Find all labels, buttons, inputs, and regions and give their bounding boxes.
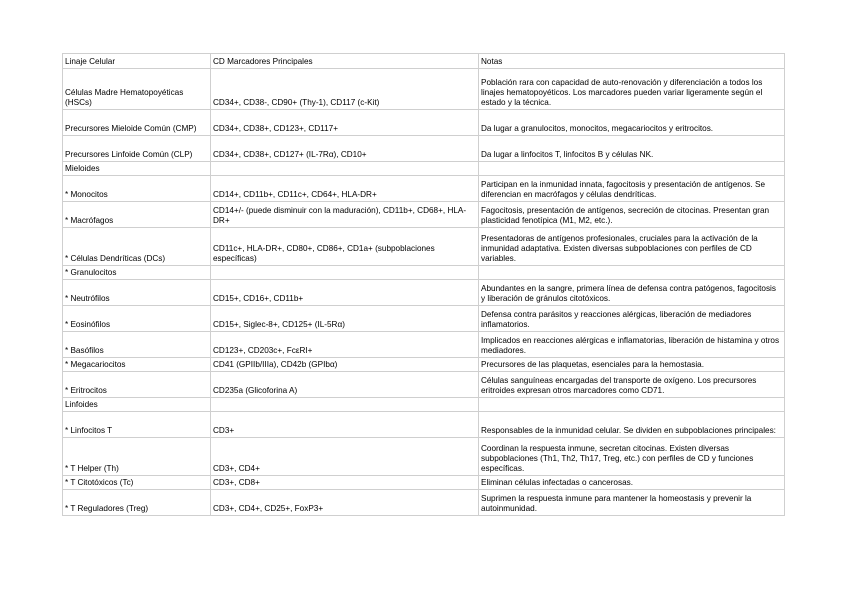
cell-lineage: * Granulocitos xyxy=(63,266,211,280)
cell-markers: CD235a (Glicoforina A) xyxy=(211,372,479,398)
cell-notes: Precursores de las plaquetas, esenciales para la hemostasia. xyxy=(479,358,785,372)
table-row xyxy=(63,136,785,162)
cell-markers: CD3+, CD8+ xyxy=(211,476,479,490)
cell-lineage: * Basófilos xyxy=(63,332,211,358)
cell-markers: CD41 (GPIIb/IIIa), CD42b (GPIbα) xyxy=(211,358,479,372)
cell-notes: Presentadoras de antígenos profesionales, cruciales para la activación de la inmunidad adaptativa. Existen diversas subpoblaciones con perfiles de CD variables. xyxy=(479,228,785,266)
table-row xyxy=(63,280,785,306)
cell-markers xyxy=(211,266,479,280)
table-row xyxy=(63,110,785,136)
cell-lineage: Células Madre Hematopoyéticas (HSCs) xyxy=(63,69,211,110)
cell-notes: Coordinan la respuesta inmune, secretan citocinas. Existen diversas subpoblaciones (Th1, Th2, Th17, Treg, etc.) con perfiles de CD y funciones específicas. xyxy=(479,438,785,476)
cell-notes: Da lugar a linfocitos T, linfocitos B y células NK. xyxy=(479,136,785,162)
cell-notes: Células sanguíneas encargadas del transporte de oxígeno. Los precursores eritroides expresan otros marcadores como CD71. xyxy=(479,372,785,398)
cell-markers: CD3+ xyxy=(211,412,479,438)
cell-notes xyxy=(479,398,785,412)
cell-notes: Responsables de la inmunidad celular. Se dividen en subpoblaciones principales: xyxy=(479,412,785,438)
table-row xyxy=(63,162,785,176)
table-row xyxy=(63,202,785,228)
cell-notes: Da lugar a granulocitos, monocitos, megacariocitos y eritrocitos. xyxy=(479,110,785,136)
cell-notes: Participan en la inmunidad innata, fagocitosis y presentación de antígenos. Se diferencian en macrófagos y células dendríticas. xyxy=(479,176,785,202)
cell-lineage: Precursores Mieloide Común (CMP) xyxy=(63,110,211,136)
cell-notes: Implicados en reacciones alérgicas e inflamatorias, liberación de histamina y otros mediadores. xyxy=(479,332,785,358)
cd-markers-table xyxy=(62,53,785,516)
cell-markers: CD123+, CD203c+, FcεRI+ xyxy=(211,332,479,358)
cell-lineage: * Megacariocitos xyxy=(63,358,211,372)
cell-markers: CD15+, Siglec-8+, CD125+ (IL-5Rα) xyxy=(211,306,479,332)
header-notes: Notas xyxy=(479,54,785,69)
table-row xyxy=(63,398,785,412)
table-row xyxy=(63,358,785,372)
cell-lineage: Linfoides xyxy=(63,398,211,412)
cell-markers: CD14+, CD11b+, CD11c+, CD64+, HLA-DR+ xyxy=(211,176,479,202)
cell-notes: Abundantes en la sangre, primera línea de defensa contra patógenos, fagocitosis y liberación de gránulos citotóxicos. xyxy=(479,280,785,306)
cell-lineage: * Macrófagos xyxy=(63,202,211,228)
cell-markers: CD3+, CD4+ xyxy=(211,438,479,476)
table-header-row xyxy=(63,54,785,69)
cell-notes xyxy=(479,266,785,280)
cell-lineage: * T Citotóxicos (Tc) xyxy=(63,476,211,490)
table-row xyxy=(63,69,785,110)
cell-notes xyxy=(479,162,785,176)
cell-lineage: Mieloides xyxy=(63,162,211,176)
table-row xyxy=(63,372,785,398)
table-row xyxy=(63,476,785,490)
cell-lineage: * Monocitos xyxy=(63,176,211,202)
cell-lineage: * T Helper (Th) xyxy=(63,438,211,476)
cell-lineage: Precursores Linfoide Común (CLP) xyxy=(63,136,211,162)
cell-markers: CD34+, CD38+, CD123+, CD117+ xyxy=(211,110,479,136)
cell-markers: CD3+, CD4+, CD25+, FoxP3+ xyxy=(211,490,479,516)
cell-lineage: * T Reguladores (Treg) xyxy=(63,490,211,516)
table-row xyxy=(63,412,785,438)
table-row xyxy=(63,266,785,280)
header-markers: CD Marcadores Principales xyxy=(211,54,479,69)
table-row xyxy=(63,306,785,332)
cell-lineage: * Eosinófilos xyxy=(63,306,211,332)
cell-lineage: * Eritrocitos xyxy=(63,372,211,398)
cell-lineage: * Células Dendríticas (DCs) xyxy=(63,228,211,266)
cell-markers xyxy=(211,162,479,176)
header-lineage: Linaje Celular xyxy=(63,54,211,69)
cell-notes: Suprimen la respuesta inmune para mantener la homeostasis y prevenir la autoinmunidad. xyxy=(479,490,785,516)
cell-notes: Población rara con capacidad de auto-renovación y diferenciación a todos los linajes hematopoyéticos. Los marcadores pueden variar ligeramente según el estado y la técnica. xyxy=(479,69,785,110)
cell-markers: CD11c+, HLA-DR+, CD80+, CD86+, CD1a+ (subpoblaciones específicas) xyxy=(211,228,479,266)
cell-markers: CD34+, CD38+, CD127+ (IL-7Rα), CD10+ xyxy=(211,136,479,162)
cell-lineage: * Linfocitos T xyxy=(63,412,211,438)
cell-markers xyxy=(211,398,479,412)
cell-markers: CD15+, CD16+, CD11b+ xyxy=(211,280,479,306)
table-row xyxy=(63,176,785,202)
table-row xyxy=(63,438,785,476)
cell-notes: Fagocitosis, presentación de antígenos, secreción de citocinas. Presentan gran plasticidad fenotípica (M1, M2, etc.). xyxy=(479,202,785,228)
table-row xyxy=(63,332,785,358)
cell-notes: Eliminan células infectadas o cancerosas. xyxy=(479,476,785,490)
cell-lineage: * Neutrófilos xyxy=(63,280,211,306)
cell-markers: CD34+, CD38-, CD90+ (Thy-1), CD117 (c-Kit) xyxy=(211,69,479,110)
cell-notes: Defensa contra parásitos y reacciones alérgicas, liberación de mediadores inflamatorios. xyxy=(479,306,785,332)
cell-markers: CD14+/- (puede disminuir con la maduración), CD11b+, CD68+, HLA-DR+ xyxy=(211,202,479,228)
table-row xyxy=(63,490,785,516)
table-row xyxy=(63,228,785,266)
